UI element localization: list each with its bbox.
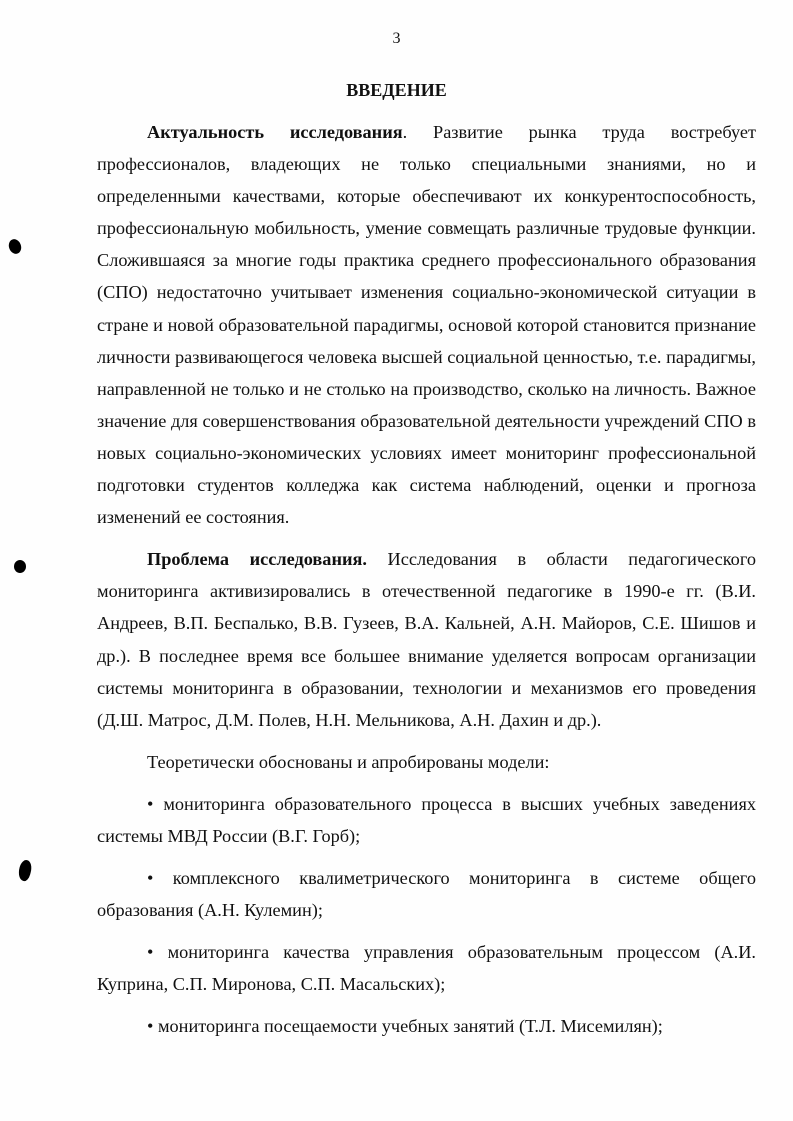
ink-blot bbox=[7, 237, 23, 255]
model-list-item: • мониторинга посещаемости учебных занятий (Т.Л. Мисемилян); bbox=[147, 1016, 663, 1037]
ink-blot bbox=[14, 560, 26, 573]
page-number: 3 bbox=[392, 30, 401, 47]
problem-lead: Проблема исследования. bbox=[147, 549, 367, 570]
problem-text: Исследования в области педагогического мониторинга активизировались в отечественной педагогике в 1990-е гг. (В.И. Андреев, В.П. Беспалько, В.В. Гузеев, В.А. Кальней, А.Н. Майоров, С.Е. Шишов и др.). В последнее время все большее внимание уделяется вопросам организации системы мониторинга в образовании, технологии и механизмов его проведения (Д.Ш. Матрос, Д.М. Полев, Н.Н. Мельникова, А.Н. Дахин и др.). bbox=[97, 549, 756, 730]
problem-paragraph bbox=[97, 543, 756, 736]
model-list-item: • мониторинга качества управления образовательным процессом (А.И. Куприна, С.П. Миронова, С.П. Масальских); bbox=[97, 942, 756, 995]
model-list-item: • мониторинга образовательного процесса в высших учебных заведениях системы МВД России (В.Г. Горб); bbox=[97, 793, 756, 846]
models-intro: Теоретически обоснованы и апробированы модели: bbox=[147, 751, 550, 772]
relevance-text: . Развитие рынка труда востребует профессионалов, владеющих не только специальными знаниями, но и определенными качествами, которые обеспечивают их конкурентоспособность, профессиональную мобильность, умение совмещать различные трудовые функции. Сложившаяся за многие годы практика среднего профессионального образования (СПО) недостаточно учитывает изменения социально-экономической ситуации в стране и новой образовательной парадигмы, основой которой становится признание личности развивающегося человека высшей социальной ценностью, т.е. парадигмы, направленной не только и не столько на производство, сколько на личность. Важное значение для совершенствования образовательной деятельности учреждений СПО в новых социально-экономических условиях имеет мониторинг профессиональной подготовки студентов колледжа как система наблюдений, оценки и прогноза изменений ее состояния. bbox=[97, 122, 756, 528]
ink-blot bbox=[16, 859, 33, 882]
relevance-lead: Актуальность исследования bbox=[147, 122, 403, 142]
section-heading: ВВЕДЕНИЕ bbox=[346, 80, 447, 100]
model-list-item: • комплексного квалиметрического мониторинга в системе общего образования (А.Н. Кулемин); bbox=[97, 868, 756, 921]
document-body bbox=[97, 116, 756, 1043]
relevance-paragraph bbox=[97, 116, 756, 533]
